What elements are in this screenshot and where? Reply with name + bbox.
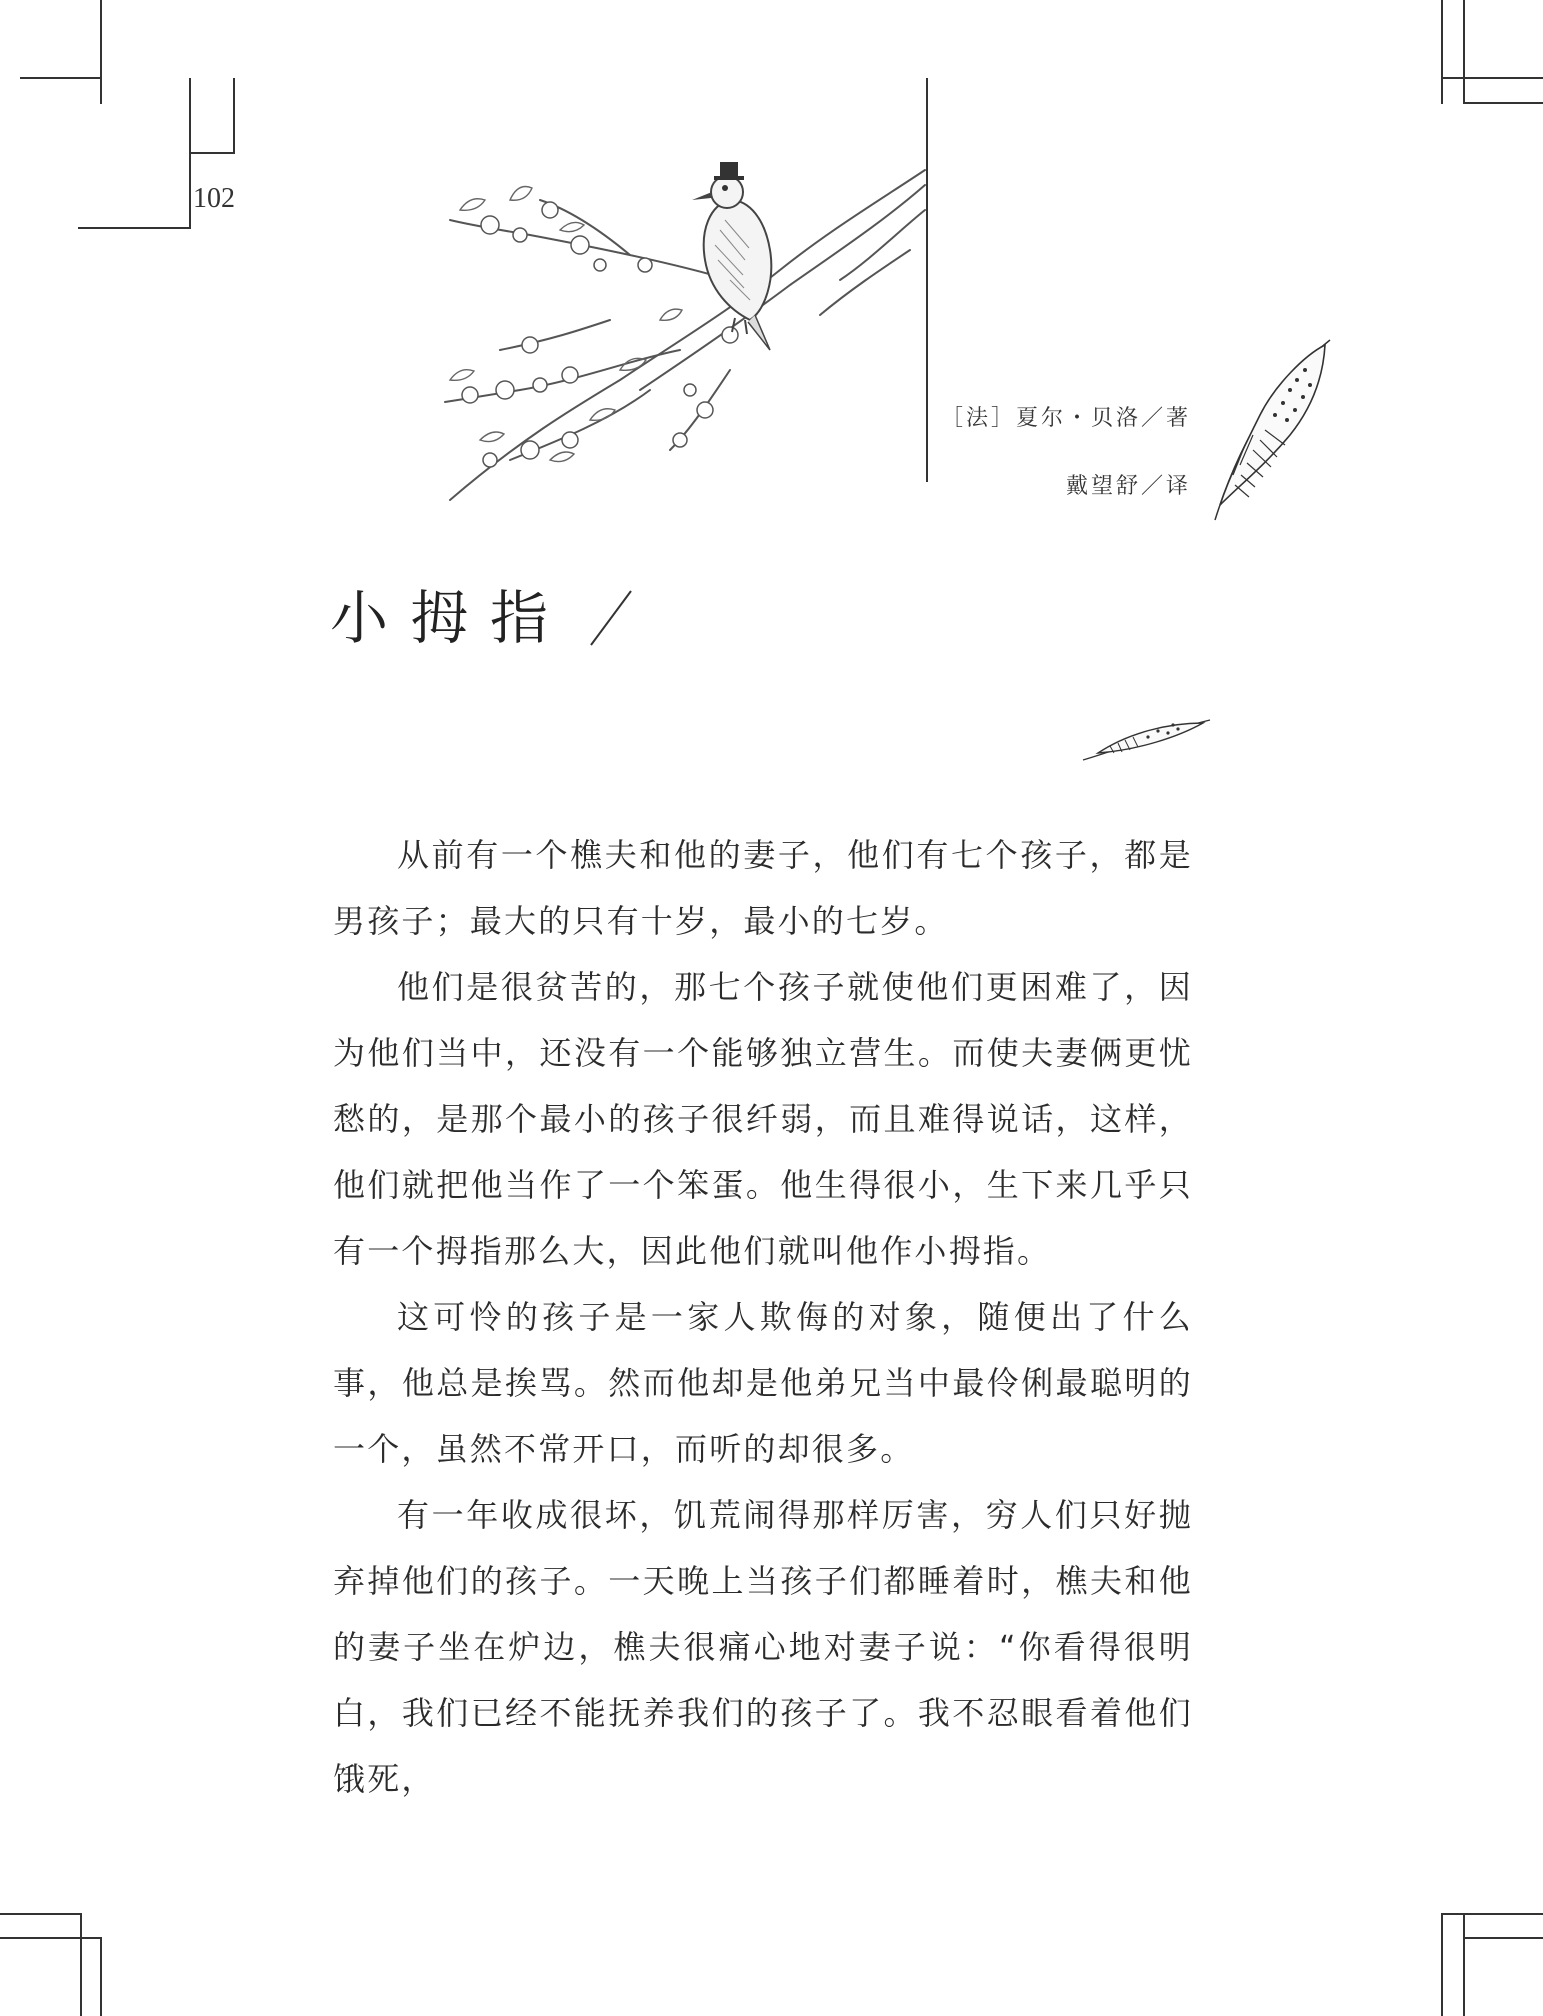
crop-mark [1463,1937,1543,1939]
crop-mark [100,0,102,104]
crop-mark [78,227,191,229]
feather-icon [1078,715,1213,765]
crop-mark [189,78,191,228]
bird-branch-illustration [430,140,930,520]
feather-icon [1205,335,1335,525]
crop-mark [1463,0,1465,104]
paragraph: 他们是很贫苦的，那七个孩子就使他们更困难了，因为他们当中，还没有一个能够独立营生。而使夫妻俩更忧愁的，是那个最小的孩子很纤弱，而且难得说话，这样，他们就把他当作了一个笨蛋。他生得很小，生下来几乎只有一个拇指那么大，因此他们就叫他作小拇指。 [333,968,1193,1270]
crop-mark [1463,1913,1465,2016]
crop-mark [1463,102,1543,104]
author-credits [941,385,1191,521]
story-title: 小拇指 [330,584,571,652]
crop-mark [20,77,102,79]
story-body [333,822,1193,1812]
crop-mark [189,152,234,154]
crop-mark [233,78,235,154]
slash-mark [576,583,646,653]
crop-mark [0,1913,82,1915]
translator-line: 戴望舒／译 [1065,474,1191,499]
crop-mark [0,1937,102,1939]
paragraph: 这可怜的孩子是一家人欺侮的对象，随便出了什么事，他总是挨骂。然而他却是他弟兄当中最伶俐最聪明的一个，虽然不常开口，而听的却很多。 [333,1298,1193,1468]
paragraph: 有一年收成很坏，饥荒闹得那样厉害，穷人们只好抛弃掉他们的孩子。一天晚上当孩子们都睡着时，樵夫和他的妻子坐在炉边，樵夫很痛心地对妻子说：“你看得很明白，我们已经不能抚养我们的孩子了。我不忍眼看着他们饿死， [333,1496,1193,1798]
page-number: 102 [193,183,235,214]
title-block [330,568,646,668]
crop-mark [1441,1913,1543,1915]
crop-mark [1441,77,1543,79]
crop-mark [100,1937,102,2016]
crop-mark [80,1913,82,2016]
crop-mark [1441,0,1443,104]
author-line: ［法］夏尔・贝洛／著 [940,406,1191,431]
crop-mark [1441,1913,1443,2016]
paragraph: 从前有一个樵夫和他的妻子，他们有七个孩子，都是男孩子；最大的只有十岁，最小的七岁。 [333,836,1193,940]
